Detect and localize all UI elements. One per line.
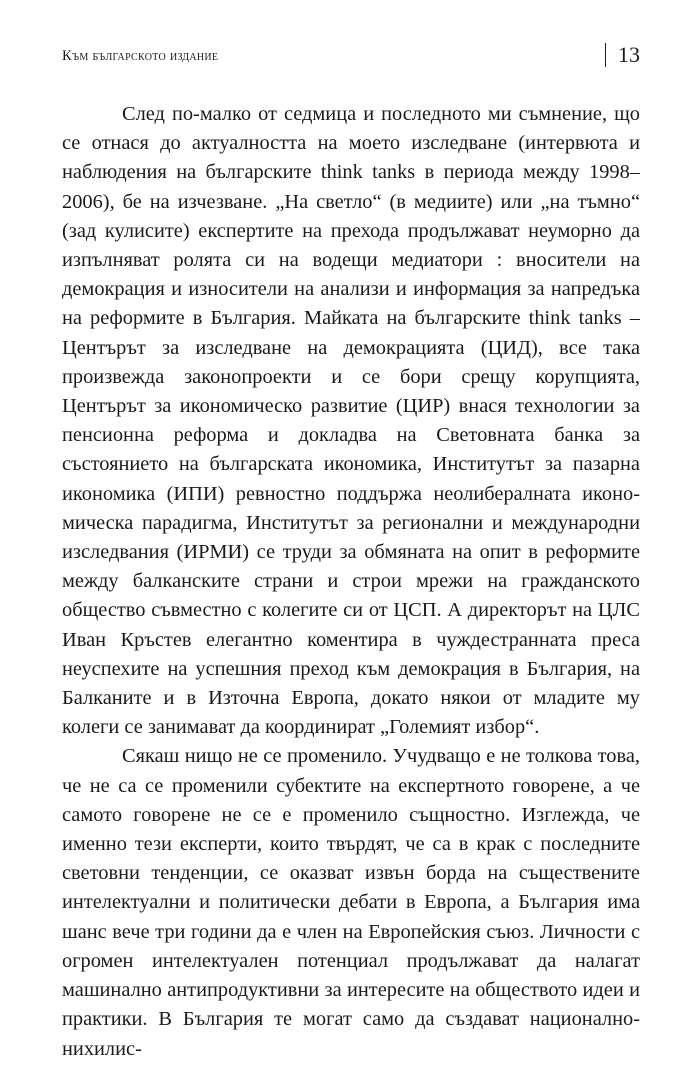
running-head: Към българското издание: [62, 48, 219, 64]
paragraph-1: След по-малко от седмица и последното ми съмнение, що се отнася до актуалността на моето изследване (интервюта и наблюдения на българските think tanks в периода между 1998–2006), бе на изчезване. „На светло“ (в медиите) или „на тъмно“ (зад кулисите) експертите на прехода продължават неуморно да изпълняват ролята си на водещи медиатори : вносители на демокрация и износители на анализи и информация за напредъка на реформите в България. Майката на българските think tanks – Центърът за изследване на демокрацията (ЦИД), все така произвежда законопроекти и се бори срещу корупцията, Центърът за икономическо развитие (ЦИР) внася технологии за пенсионна реформа и докладва на Световната банка за състоянието на българската икономика, Институтът за пазарна икономика (ИПИ) ревностно поддържа неолибералната икономическа парадигма, Институтът за регионални и международни изследвания (ИРМИ) се труди за обмяната на опит в реформите между балканските страни и строи мрежи на гражданското общество съвместно с колегите си от ЦСП. А директорът на ЦЛС Иван Кръстев елегантно коментира в чуждестранната преса неуспехите на успешния преход към демокрация в България, на Балканите и в Източна Европа, докато някои от младите му колеги се занимават да координират „Големият избор“.: [62, 103, 640, 739]
paragraph-2: Сякаш нищо не се променило. Учудващо е не толкова това, че не са се променили субектите на експертното говорене, а че самото говорене не се е променило същностно. Изглежда, че именно тези експерти, които твърдят, че са в крак с последните световни тенденции, се оказват извън борда на съществените интелектуални и политически дебати в Европа, а България има шанс вече три години да е член на Европейския съюз. Личности с огромен интелектуален потенциал продължават да налагат машинално антипродуктивни за интересите на обществото идеи и практики. В България те могат само да създават национално-нихилис-: [62, 745, 640, 1060]
folio: [605, 38, 641, 72]
page-header: [62, 38, 640, 74]
folio-divider: [605, 43, 607, 67]
body-text: [62, 100, 640, 1064]
page-number: 13: [618, 42, 640, 67]
